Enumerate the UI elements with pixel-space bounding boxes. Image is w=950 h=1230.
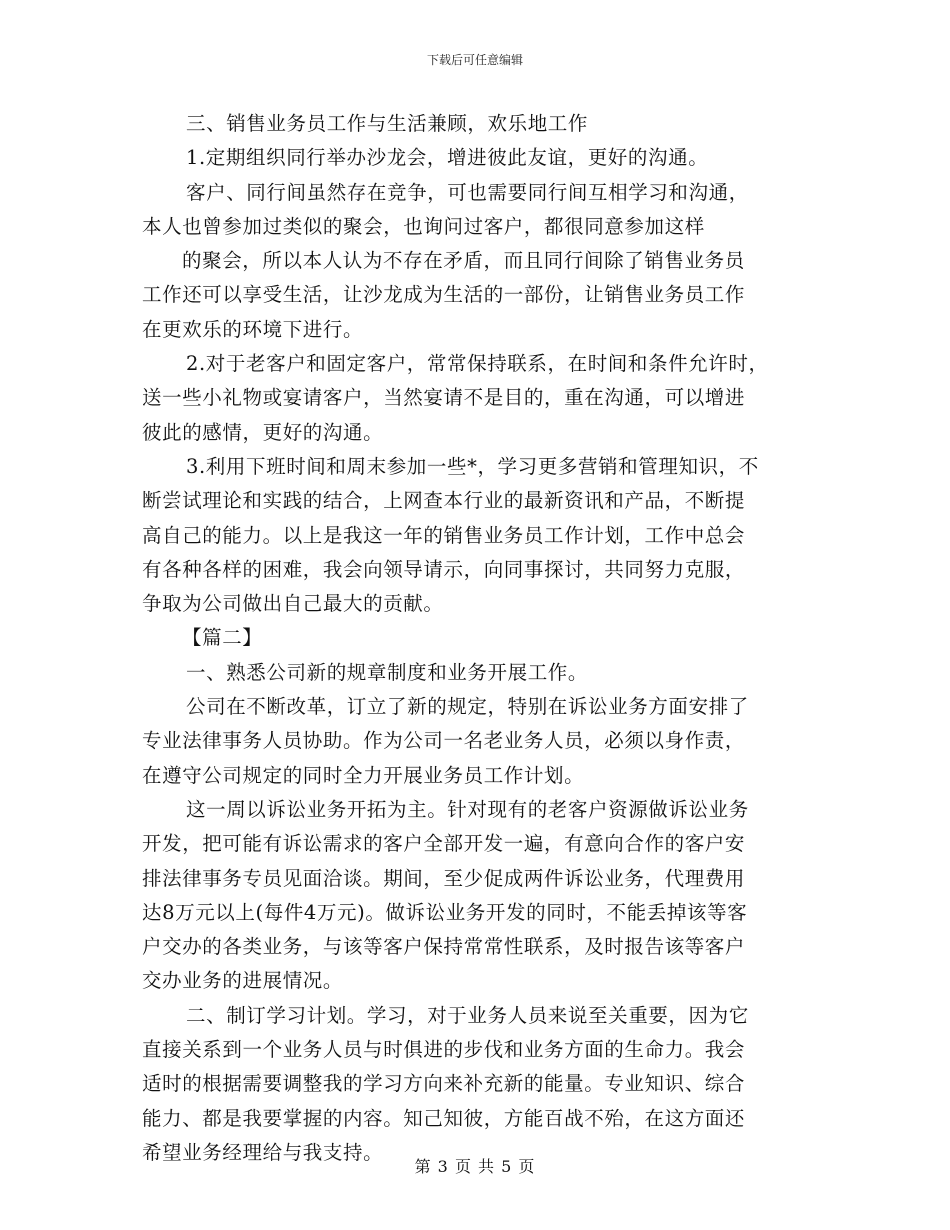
paragraph-line: 能力、都是我要掌握的内容。知己知彼，方能百战不殆，在这方面还 (142, 1106, 746, 1130)
paragraph-line: 客户、同行间虽然存在竞争，可也需要同行间互相学习和沟通， (186, 180, 749, 204)
paragraph-line: 交办业务的进展情况。 (142, 969, 344, 993)
paragraph-line: 彼此的感情，更好的沟通。 (142, 420, 384, 444)
paragraph-line: 排法律事务专员见面洽谈。期间，至少促成两件诉讼业务，代理费用 (142, 866, 746, 890)
section-label: 【篇二】 (182, 626, 263, 650)
paragraph-line: 开发，把可能有诉讼需求的客户全部开发一遍，有意向合作的客户安 (142, 832, 746, 856)
paragraph-line: 工作还可以享受生活，让沙龙成为生活的一部份，让销售业务员工作 (142, 283, 746, 307)
page-number: 第 3 页 共 5 页 (414, 1157, 536, 1176)
section-heading: 三、销售业务员工作与生活兼顾，欢乐地工作 (186, 112, 589, 135)
paragraph-line: 达8万元以上(每件4万元)。做诉讼业务开发的同时，不能丢掉该等客 (142, 900, 748, 924)
paragraph-line: 有各种各样的困难，我会向领导请示，向同事探讨，共同努力克服， (142, 557, 746, 581)
paragraph-line: 断尝试理论和实践的结合，上网查本行业的最新资讯和产品，不断提 (142, 489, 746, 513)
paragraph-line: 高自己的能力。以上是我这一年的销售业务员工作计划，工作中总会 (142, 523, 746, 547)
paragraph-line: 公司在不断改革，订立了新的规定，特别在诉讼业务方面安排了 (186, 695, 749, 719)
paragraph-line: 户交办的各类业务，与该等客户保持常常性联系，及时报告该等客户 (142, 935, 746, 959)
paragraph-line: 这一周以诉讼业务开拓为主。针对现有的老客户资源做诉讼业务 (186, 797, 749, 821)
section-heading: 一、熟悉公司新的规章制度和业务开展工作。 (186, 660, 589, 684)
paragraph-line: 1.定期组织同行举办沙龙会，增进彼此友谊，更好的沟通。 (186, 146, 709, 170)
paragraph-line: 本人也曾参加过类似的聚会，也询问过客户，都很同意参加这样 (142, 214, 705, 238)
paragraph-line: 在更欢乐的环境下进行。 (142, 317, 364, 341)
paragraph-line: 希望业务经理给与我支持。 (142, 1140, 384, 1164)
paragraph-line: 争取为公司做出自己最大的贡献。 (142, 592, 444, 616)
paragraph-line: 3.利用下班时间和周末参加一些*，学习更多营销和管理知识，不 (186, 454, 759, 478)
paragraph-line: 直接关系到一个业务人员与时俱进的步伐和业务方面的生命力。我会 (142, 1038, 746, 1062)
page-header: 下载后可任意编辑 (426, 53, 523, 67)
paragraph-line: 专业法律事务人员协助。作为公司一名老业务人员，必须以身作责， (142, 729, 746, 753)
document-body (142, 107, 818, 1170)
paragraph-line: 送一些小礼物或宴请客户，当然宴请不是目的，重在沟通，可以增进 (142, 386, 746, 410)
paragraph-line: 的聚会，所以本人认为不存在矛盾，而且同行间除了销售业务员 (182, 249, 745, 273)
section-heading: 二、制订学习计划。学习，对于业务人员来说至关重要，因为它 (186, 1003, 749, 1027)
paragraph-line: 在遵守公司规定的同时全力开展业务员工作计划。 (142, 763, 585, 787)
paragraph-line: 适时的根据需要调整我的学习方向来补充新的能量。专业知识、综合 (142, 1072, 746, 1096)
paragraph-line: 2.对于老客户和固定客户，常常保持联系，在时间和条件允许时， (186, 352, 769, 376)
